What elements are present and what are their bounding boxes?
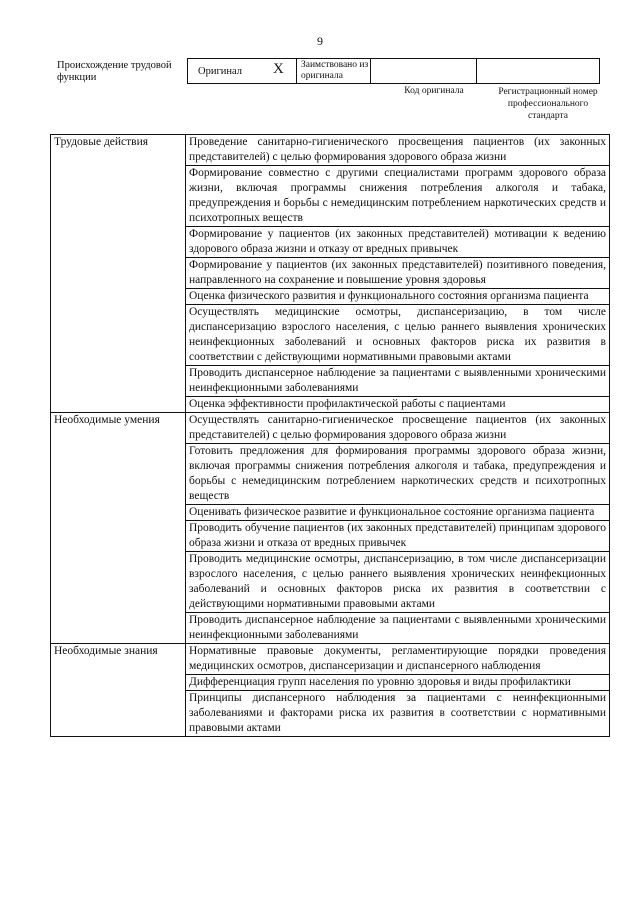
section-item: Проводить обучение пациентов (их законных представителей) принципам здорового образа жизни и отказа от вредных привычек bbox=[186, 521, 610, 552]
original-mark: X bbox=[273, 61, 284, 77]
section-item: Проведение санитарно-гигиенического просвещения пациентов (их законных представителей) с целью формирования здорового образа жизни bbox=[186, 135, 610, 166]
section-item: Оценка эффективности профилактической работы с пациентами bbox=[186, 397, 610, 413]
section-item: Дифференциация групп населения по уровню здоровья и виды профилактики bbox=[186, 675, 610, 691]
function-table bbox=[50, 134, 610, 737]
original-label: Оригинал bbox=[198, 66, 242, 77]
section-item: Оценка физического развития и функционального состояния организма пациента bbox=[186, 289, 610, 305]
code-caption: Код оригинала bbox=[404, 86, 464, 96]
code-cell bbox=[371, 59, 477, 83]
table-row bbox=[51, 135, 610, 166]
reg-number-cell bbox=[477, 59, 598, 83]
section-item: Оценивать физическое развитие и функциональное состояние организма пациента bbox=[186, 505, 610, 521]
table-row bbox=[51, 413, 610, 444]
section-item: Проводить диспансерное наблюдение за пациентами с выявленными хроническими неинфекционными заболеваниями bbox=[186, 366, 610, 397]
section-item: Формирование у пациентов (их законных представителей) позитивного поведения, направленного на сохранение и повышение уровня здоровья bbox=[186, 258, 610, 289]
origin-box bbox=[187, 58, 600, 84]
section-item: Формирование совместно с другими специалистами программ здорового образа жизни, включая программы снижения потребления алкоголя и табака, предупреждения и борьбы с немедицинским потреблением наркотических средств и психотропных веществ bbox=[186, 166, 610, 227]
section-label: Трудовые действия bbox=[51, 135, 186, 413]
borrowed-label: Заимствовано из оригинала bbox=[301, 60, 369, 81]
original-cell bbox=[188, 59, 297, 83]
section-item: Проводить медицинские осмотры, диспансеризацию, в том числе диспансеризации взрослого населения, с целью раннего выявления хронических неинфекционных заболеваний и основных факторов риска их развития в соответствии с действующими нормативными правовыми актами bbox=[186, 552, 610, 613]
section-label: Необходимые знания bbox=[51, 644, 186, 737]
table-row bbox=[51, 644, 610, 675]
section-item: Осуществлять санитарно-гигиеническое просвещение пациентов (их законных представителей) с целью формирования здорового образа жизни bbox=[186, 413, 610, 444]
section-item: Формирование у пациентов (их законных представителей) мотивации к ведению здорового образа жизни и отказу от вредных привычек bbox=[186, 227, 610, 258]
section-label: Необходимые умения bbox=[51, 413, 186, 644]
section-item: Готовить предложения для формирования программы здорового образа жизни, включая программы снижения потребления алкоголя и табака, предупреждения и борьбы с немедицинским потреблением наркотических средств и психотропных веществ bbox=[186, 444, 610, 505]
section-item: Осуществлять медицинские осмотры, диспансеризацию, в том числе диспансеризацию взрослого населения, с целью раннего выявления хронических неинфекционных заболеваний и основных факторов риска их развития в соответствии с действующими нормативными правовыми актами bbox=[186, 305, 610, 366]
reg-caption: Регистрационный номер профессионального стандарта bbox=[498, 87, 598, 121]
section-item: Нормативные правовые документы, регламентирующие порядки проведения медицинских осмотров, диспансеризации и диспансерного наблюдения bbox=[186, 644, 610, 675]
borrowed-cell bbox=[297, 59, 371, 83]
page-number: 9 bbox=[317, 34, 323, 48]
section-item: Принципы диспансерного наблюдения за пациентами с неинфекционными заболеваниями и факторами риска их развития в соответствии с нормативными правовыми актами bbox=[186, 691, 610, 737]
origin-label: Происхождение трудовой функции bbox=[57, 60, 172, 83]
section-item: Проводить диспансерное наблюдение за пациентами с выявленными хроническими неинфекционными заболеваниями bbox=[186, 613, 610, 644]
